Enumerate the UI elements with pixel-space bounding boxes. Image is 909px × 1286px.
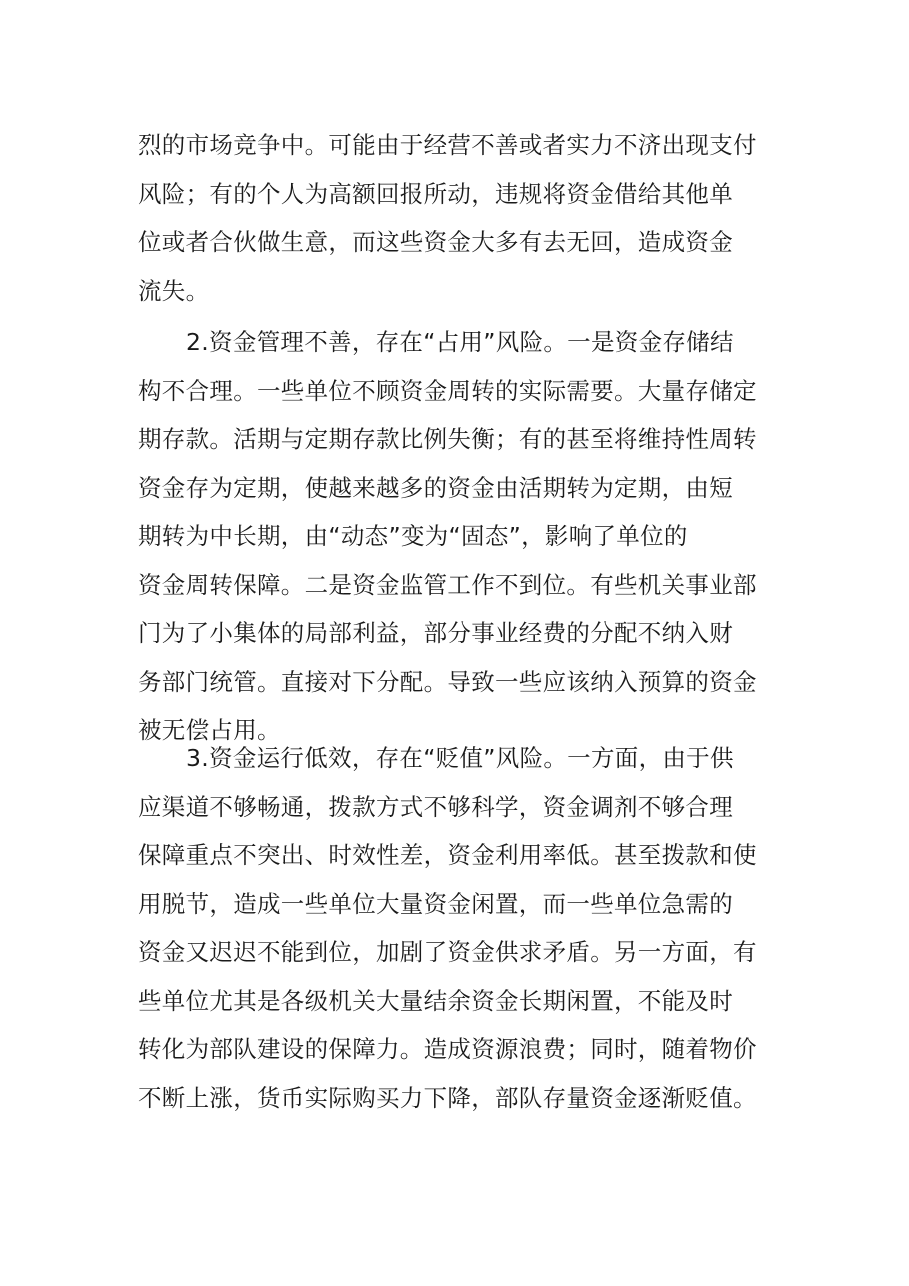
text-line: 3.资金运行低效，存在“贬值”风险。一方面，由于供 xyxy=(186,744,734,772)
text-line: 资金存为定期，使越来越多的资金由活期转为定期，由短 xyxy=(138,473,733,502)
text-line: 应渠道不够畅通，拨款方式不够科学，资金调剂不够合理 xyxy=(138,792,733,821)
text-line: 务部门统管。直接对下分配。导致一些应该纳入预算的资金 xyxy=(138,667,757,696)
text-line: 期转为中长期，由“动态”变为“固态”，影响了单位的 xyxy=(138,522,688,550)
text-line: 烈的市场竞争中。可能由于经营不善或者实力不济出现支付 xyxy=(138,131,757,159)
paragraph-1 xyxy=(138,121,778,315)
text-line: 2.资金管理不善，存在“占用”风险。一是资金存储结 xyxy=(186,328,734,356)
paragraph-2 xyxy=(138,318,778,755)
text-line: 期存款。活期与定期存款比例失衡；有的甚至将维持性周转 xyxy=(138,425,757,453)
text-line: 些单位尤其是各级机关大量结余资金长期闲置，不能及时 xyxy=(138,986,733,1015)
text-line: 转化为部队建设的保障力。造成资源浪费；同时，随着物价 xyxy=(138,1035,757,1063)
text-line: 风险；有的个人为高额回报所动，违规将资金借给其他单 xyxy=(138,179,733,208)
text-line: 保障重点不突出、时效性差，资金利用率低。甚至拨款和使 xyxy=(138,841,757,869)
text-line: 构不合理。一些单位不顾资金周转的实际需要。大量存储定 xyxy=(138,376,757,405)
text-line: 资金周转保障。二是资金监管工作不到位。有些机关事业部 xyxy=(138,570,757,599)
text-line: 被无偿占用。 xyxy=(138,716,281,744)
text-line: 流失。 xyxy=(138,276,210,305)
text-line: 位或者合伙做生意，而这些资金大多有去无回，造成资金 xyxy=(138,228,733,256)
text-line: 用脱节，造成一些单位大量资金闲置，而一些单位急需的 xyxy=(138,889,733,918)
paragraph-3 xyxy=(138,734,778,1122)
text-line: 资金又迟迟不能到位，加剧了资金供求矛盾。另一方面，有 xyxy=(138,938,757,966)
text-line: 门为了小集体的局部利益，部分事业经费的分配不纳入财 xyxy=(138,619,733,647)
text-line: 不断上涨，货币实际购买力下降，部队存量资金逐渐贬值。 xyxy=(138,1083,757,1112)
